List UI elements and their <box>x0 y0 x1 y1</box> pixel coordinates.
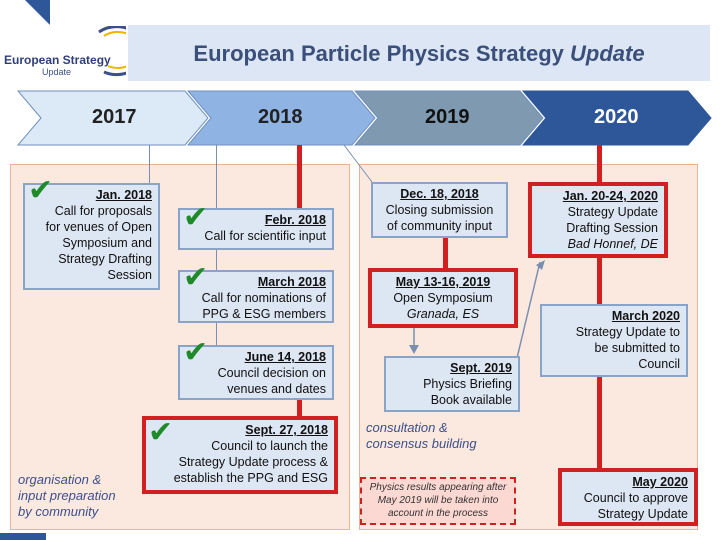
event-title: May 2020 <box>632 475 688 489</box>
physics-results-note <box>360 477 516 525</box>
check-icon: ✔ <box>183 260 209 295</box>
event-text: Physics Briefing Book available <box>423 377 512 407</box>
check-icon: ✔ <box>183 335 209 370</box>
event-text: Call for proposals for venues of Open Symposium and Strategy Drafting Session <box>45 204 152 282</box>
year-label-2017: 2017 <box>92 106 137 128</box>
physics-results-note-text: Physics results appearing after May 2019 will be taken into account in the process <box>369 482 507 519</box>
event-mar-2020 <box>540 304 688 377</box>
event-may-2020 <box>558 468 698 526</box>
event-jan-2020 <box>528 182 668 258</box>
event-place: Granada, ES <box>406 307 480 321</box>
event-dec-2018 <box>371 182 508 238</box>
event-title: Sept. 27, 2018 <box>245 423 328 437</box>
event-text: Call for scientific input <box>204 229 326 243</box>
event-title: Jan. 2018 <box>95 188 152 202</box>
event-title: May 13-16, 2019 <box>395 275 491 289</box>
event-title: Febr. 2018 <box>264 213 326 227</box>
event-title: March 2020 <box>611 309 680 323</box>
event-text: Strategy Update to be submitted to Council <box>575 325 680 371</box>
event-title: Sept. 2019 <box>450 361 512 375</box>
logo-subtext: Update <box>42 67 72 77</box>
event-may-2019 <box>368 268 518 328</box>
right-panel-note: consultation & consensus building <box>366 420 477 451</box>
event-text: Call for nominations of PPG & ESG members <box>201 291 326 321</box>
event-title: Jan. 20-24, 2020 <box>562 189 658 203</box>
check-icon: ✔ <box>183 200 209 235</box>
event-text: Council to launch the Strategy Update process & establish the PPG and ESG <box>173 439 328 485</box>
event-text: Closing submission of community input <box>385 203 494 233</box>
corner-decoration <box>0 533 46 540</box>
event-title: March 2018 <box>257 275 326 289</box>
left-panel-note: organisation & input preparation by community <box>18 472 116 519</box>
event-title: June 14, 2018 <box>244 350 326 364</box>
event-title: Dec. 18, 2018 <box>400 187 479 201</box>
check-icon: ✔ <box>28 173 54 208</box>
event-place: Bad Honnef, DE <box>567 237 658 251</box>
event-text: Council decision on venues and dates <box>217 366 326 396</box>
logo-text: European Strategy <box>4 53 111 67</box>
event-sep-2019 <box>384 356 520 412</box>
page-title-main: European Particle Physics Strategy <box>193 41 571 66</box>
event-text: Strategy Update Drafting Session <box>566 205 658 235</box>
year-label-2019: 2019 <box>425 106 470 128</box>
page-title-emphasis: Update <box>570 41 645 66</box>
year-label-2020: 2020 <box>594 106 639 128</box>
event-text: Open Symposium <box>393 291 493 305</box>
event-text: Council to approve Strategy Update <box>583 491 688 521</box>
check-icon: ✔ <box>148 415 174 450</box>
year-label-2018: 2018 <box>258 106 303 128</box>
